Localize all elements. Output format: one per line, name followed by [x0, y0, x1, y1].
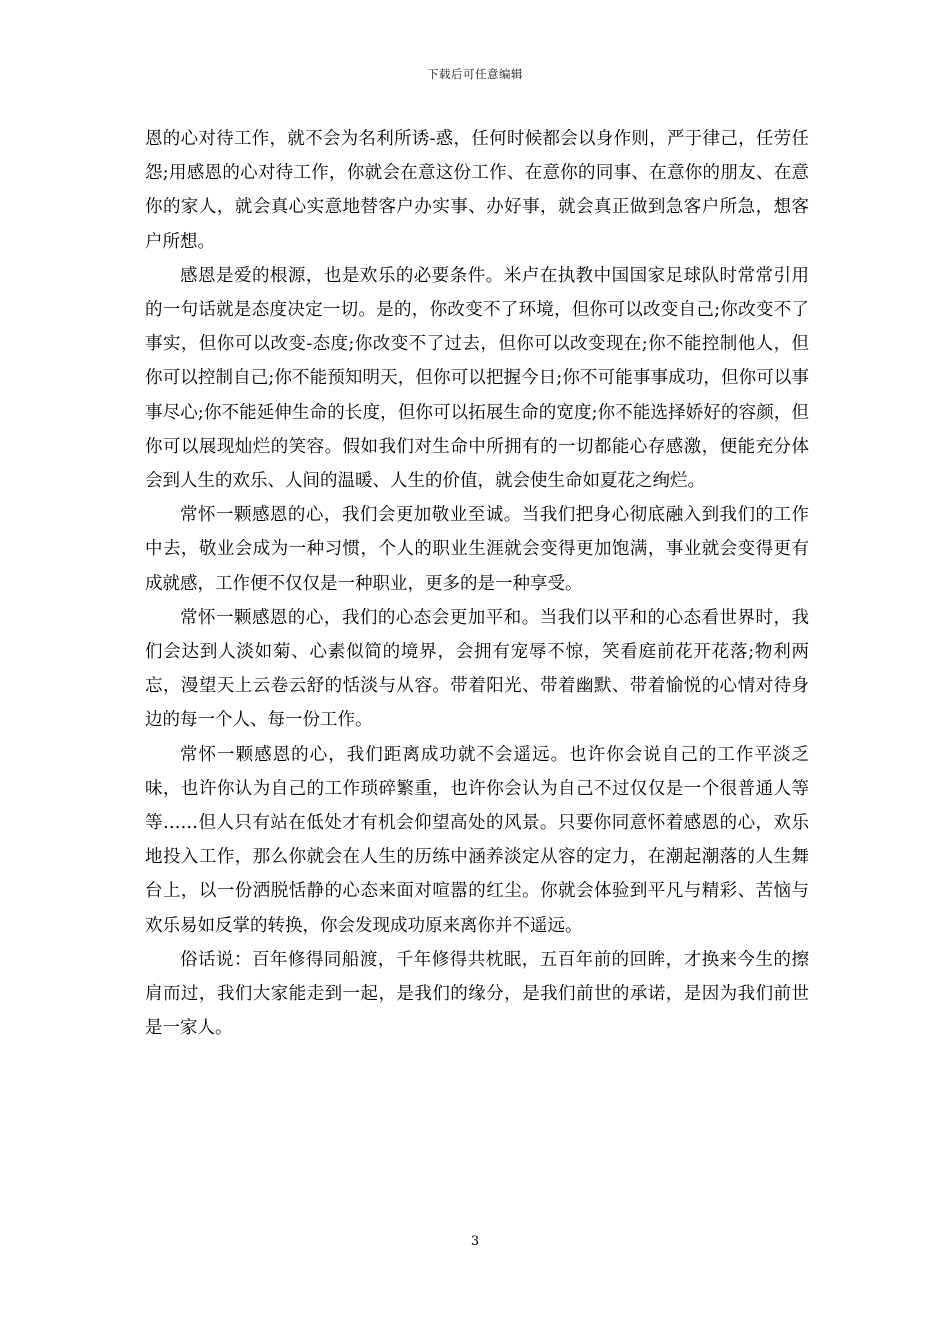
page-header: 下载后可任意编辑: [427, 67, 523, 81]
paragraph-5: 常怀一颗感恩的心，我们距离成功就不会遥远。也许你会说自己的工作平淡乏味，也许你认为自己的工作琐碎繁重，也许你会认为自己不过仅仅是一个很普通人等等……但人只有站在低处才有机会仰望高处的风景。只要你同意怀着感恩的心，欢乐地投入工作，那么你就会在人生的历练中涵养淡定从容的定力，在潮起潮落的人生舞台上，以一份洒脱恬静的心态来面对喧嚣的红尘。你就会体验到平凡与精彩、苦恼与欢乐易如反掌的转换，你会发现成功原来离你并不遥远。: [145, 744, 809, 936]
paragraph-4: 常怀一颗感恩的心，我们的心态会更加平和。当我们以平和的心态看世界时，我们会达到人淡如菊、心素似简的境界，会拥有宠辱不惊，笑看庭前花开花落;物利两忘，漫望天上云卷云舒的恬淡与从容。带着阳光、带着幽默、带着愉悦的心情对待身边的每一个人、每一份工作。: [145, 607, 809, 731]
paragraph-2: 感恩是爱的根源，也是欢乐的必要条件。米卢在执教中国国家足球队时常常引用的一句话就是态度决定一切。是的，你改变不了环境，但你可以改变自己;你改变不了事实，但你可以改变-态度;你改变不了过去，但你可以改变现在;你不能控制他人，但你可以控制自己;你不能预知明天，但你可以把握今日;你不可能事事成功，但你可以事事尽心;你不能延伸生命的长度，但你可以拓展生命的宽度;你不能选择娇好的容颜，但你可以展现灿烂的笑容。假如我们对生命中所拥有的一切都能心存感激，便能充分体会到人生的欢乐、人间的温暖、人生的价值，就会使生命如夏花之绚烂。: [145, 265, 809, 492]
paragraph-3: 常怀一颗感恩的心，我们会更加敬业至诚。当我们把身心彻底融入到我们的工作中去，敬业会成为一种习惯，个人的职业生涯就会变得更加饱满，事业就会变得更有成就感，工作便不仅仅是一种职业，更多的是一种享受。: [145, 505, 809, 594]
paragraph-6: 俗话说：百年修得同船渡，千年修得共枕眠，五百年前的回眸，才换来今生的擦肩而过，我们大家能走到一起，是我们的缘分，是我们前世的承诺，是因为我们前世是一家人。: [145, 949, 809, 1039]
page-number: 3: [470, 1234, 480, 1249]
document-body: [145, 122, 809, 1045]
paragraph-1: 恩的心对待工作，就不会为名利所诱-惑，任何时候都会以身作则，严于律己，任劳任怨;用感恩的心对待工作，你就会在意这份工作、在意你的同事、在意你的朋友、在意你的家人，就会真心实意地替客户办实事、办好事，就会真正做到急客户所急，想客户所想。: [145, 129, 809, 252]
